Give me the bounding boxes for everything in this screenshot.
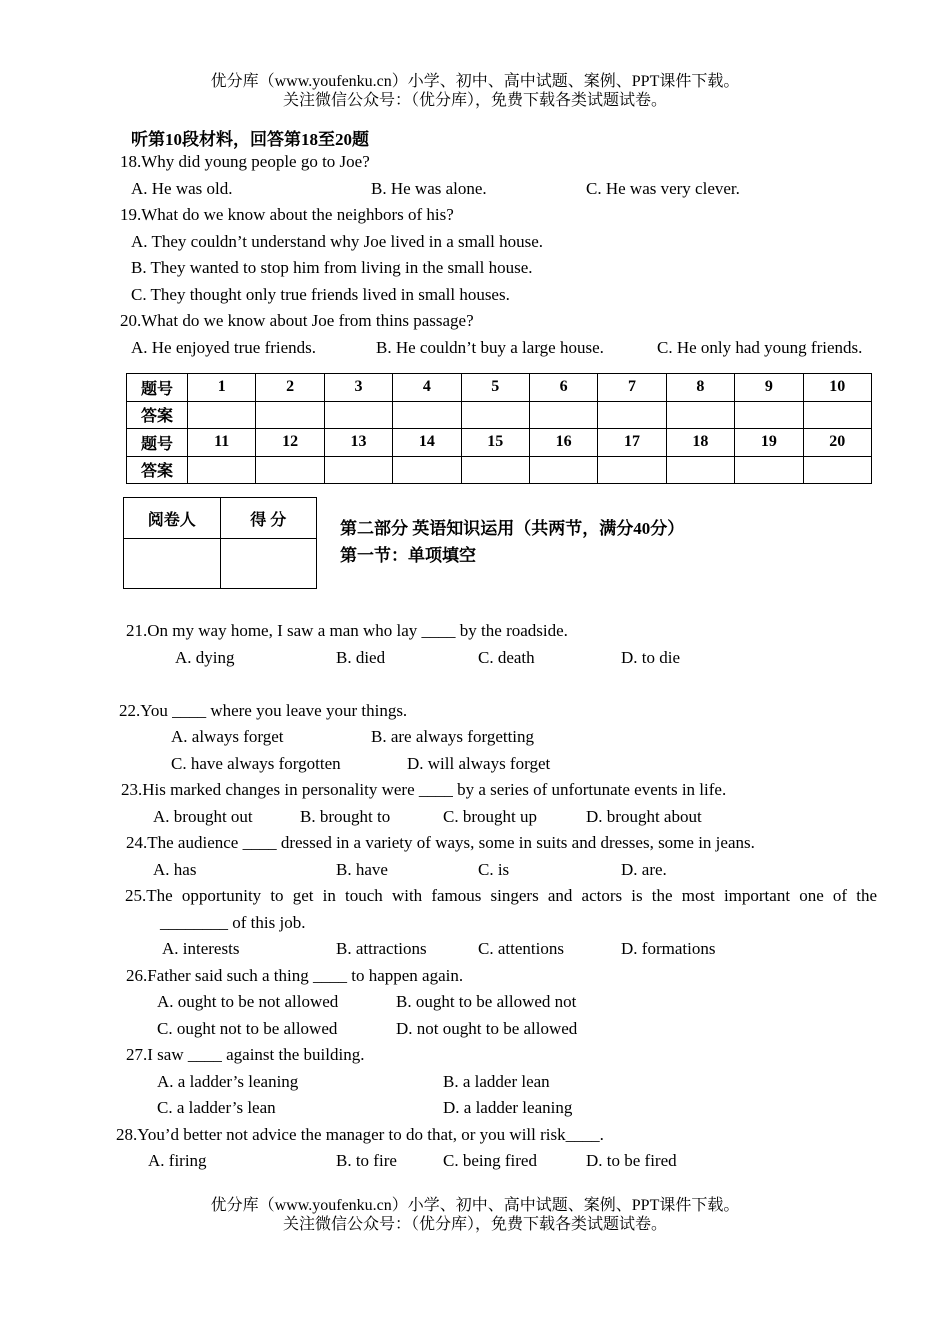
header-line-2: 关注微信公众号：（优分库），免费下载各类试题试卷。 (282, 92, 667, 109)
q28-option-c: C. being fired (443, 1151, 537, 1170)
q22-option-c: C. have always forgotten (171, 754, 341, 773)
q23-option-d: D. brought about (586, 807, 702, 826)
q21-option-c: C. death (478, 648, 535, 667)
q25-option-c: C. attentions (478, 939, 564, 958)
q20-option-c: C. He only had young friends. (657, 338, 863, 357)
answer-cell[interactable] (393, 456, 461, 484)
grader-box (123, 497, 317, 589)
answer-cell[interactable] (461, 401, 529, 429)
answer-cell[interactable] (324, 401, 392, 429)
q22-option-b: B. are always forgetting (371, 727, 535, 746)
q18-option-c: C. He was very clever. (586, 179, 740, 198)
q25-stem: 25.The opportunity to get in touch with famous singers and actors is the most important one of the (125, 886, 877, 905)
q26-option-c: C. ought not to be allowed (157, 1019, 338, 1038)
q19-option-c: C. They thought only true friends lived in small houses. (131, 285, 510, 304)
question-number-cell: 10 (803, 374, 871, 402)
answer-cell[interactable] (598, 456, 666, 484)
answer-cell[interactable] (188, 456, 256, 484)
score-label: 得 分 (220, 498, 317, 539)
q25-option-b: B. attractions (336, 939, 427, 958)
q21-option-a: A. dying (175, 648, 235, 667)
question-number-cell: 8 (666, 374, 734, 402)
question-number-cell: 18 (666, 429, 734, 457)
q23-option-c: C. brought up (443, 807, 537, 826)
q18-stem: 18.Why did young people go to Joe? (120, 152, 370, 171)
q20-option-b: B. He couldn’t buy a large house. (376, 338, 604, 357)
reviewer-label: 阅卷人 (124, 498, 221, 539)
answer-cell[interactable] (735, 456, 803, 484)
q21-option-d: D. to die (621, 648, 681, 667)
answer-cell[interactable] (803, 456, 871, 484)
question-number-cell: 1 (188, 374, 256, 402)
q27-stem: 27.I saw ____ against the building. (126, 1045, 365, 1064)
answer-cell[interactable] (529, 456, 597, 484)
answer-cell[interactable] (324, 456, 392, 484)
q26-option-b: B. ought to be allowed not (396, 992, 577, 1011)
q24-option-d: D. are. (621, 860, 667, 879)
question-number-cell: 15 (461, 429, 529, 457)
q19-option-b: B. They wanted to stop him from living in the small house. (131, 258, 533, 277)
q23-stem: 23.His marked changes in personality were ____ by a series of unfortunate events in life. (121, 780, 727, 799)
footer-line-1: 优分库（www.youfenku.cn）小学、初中、高中试题、案例、PPT课件下载。 (210, 1197, 740, 1214)
q28-option-a: A. firing (148, 1151, 207, 1170)
answer-cell[interactable] (461, 456, 529, 484)
q26-stem: 26.Father said such a thing ____ to happen again. (126, 966, 464, 985)
q28-option-b: B. to fire (336, 1151, 397, 1170)
question-number-cell: 20 (803, 429, 871, 457)
listening-section-title: 听第10段材料，回答第18至20题 (131, 130, 369, 149)
part2-title: 第二部分 英语知识运用（共两节，满分40分） (340, 519, 685, 538)
q27-option-d: D. a ladder leaning (443, 1098, 573, 1117)
q24-option-b: B. have (336, 860, 388, 879)
q25-option-a: A. interests (162, 939, 240, 958)
question-number-label: 题号 (127, 429, 188, 457)
question-number-cell: 6 (529, 374, 597, 402)
q20-option-a: A. He enjoyed true friends. (131, 338, 317, 357)
answer-cell[interactable] (393, 401, 461, 429)
q22-option-d: D. will always forget (407, 754, 551, 773)
answer-label: 答案 (127, 456, 188, 484)
question-number-cell: 14 (393, 429, 461, 457)
answer-cell[interactable] (666, 456, 734, 484)
answer-cell[interactable] (598, 401, 666, 429)
answer-label: 答案 (127, 401, 188, 429)
question-number-cell: 13 (324, 429, 392, 457)
question-number-cell: 12 (256, 429, 324, 457)
question-number-cell: 7 (598, 374, 666, 402)
q25-stem-continued: ________ of this job. (160, 913, 306, 932)
q18-option-a: A. He was old. (131, 179, 233, 198)
answer-cell[interactable] (529, 401, 597, 429)
answer-cell[interactable] (803, 401, 871, 429)
question-number-label: 题号 (127, 374, 188, 402)
q26-option-a: A. ought to be not allowed (157, 992, 339, 1011)
question-number-cell: 19 (735, 429, 803, 457)
header-line-1: 优分库（www.youfenku.cn）小学、初中、高中试题、案例、PPT课件下载。 (210, 73, 740, 90)
q27-option-b: B. a ladder lean (443, 1072, 550, 1091)
q24-stem: 24.The audience ____ dressed in a variety of ways, some in suits and dresses, some in jeans. (126, 833, 755, 852)
question-number-cell: 9 (735, 374, 803, 402)
q25-option-d: D. formations (621, 939, 716, 958)
part2-section-title: 第一节：单项填空 (340, 546, 476, 565)
footer-line-2: 关注微信公众号：（优分库），免费下载各类试题试卷。 (282, 1216, 667, 1233)
q28-stem: 28.You’d better not advice the manager to do that, or you will risk____. (116, 1125, 604, 1144)
q24-option-a: A. has (153, 860, 197, 879)
answer-cell[interactable] (188, 401, 256, 429)
answer-cell[interactable] (666, 401, 734, 429)
answer-cell[interactable] (256, 401, 324, 429)
question-number-cell: 2 (256, 374, 324, 402)
q19-option-a: A. They couldn’t understand why Joe lived in a small house. (131, 232, 544, 251)
answer-cell[interactable] (735, 401, 803, 429)
q18-option-b: B. He was alone. (371, 179, 487, 198)
question-number-cell: 16 (529, 429, 597, 457)
q28-option-d: D. to be fired (586, 1151, 677, 1170)
q20-stem: 20.What do we know about Joe from thins passage? (120, 311, 474, 330)
q23-option-a: A. brought out (153, 807, 253, 826)
q26-option-d: D. not ought to be allowed (396, 1019, 578, 1038)
question-number-cell: 11 (188, 429, 256, 457)
question-number-cell: 17 (598, 429, 666, 457)
score-cell[interactable] (220, 539, 317, 589)
q27-option-a: A. a ladder’s leaning (157, 1072, 299, 1091)
q22-option-a: A. always forget (171, 727, 284, 746)
q23-option-b: B. brought to (300, 807, 391, 826)
question-number-cell: 5 (461, 374, 529, 402)
answer-sheet-table (126, 373, 872, 484)
q27-option-c: C. a ladder’s lean (157, 1098, 276, 1117)
reviewer-cell[interactable] (124, 539, 221, 589)
question-number-cell: 3 (324, 374, 392, 402)
question-number-cell: 4 (393, 374, 461, 402)
answer-cell[interactable] (256, 456, 324, 484)
q19-stem: 19.What do we know about the neighbors of his? (120, 205, 454, 224)
q21-stem: 21.On my way home, I saw a man who lay ____ by the roadside. (126, 621, 568, 640)
q22-stem: 22.You ____ where you leave your things. (119, 701, 408, 720)
q24-option-c: C. is (478, 860, 510, 879)
q21-option-b: B. died (336, 648, 386, 667)
